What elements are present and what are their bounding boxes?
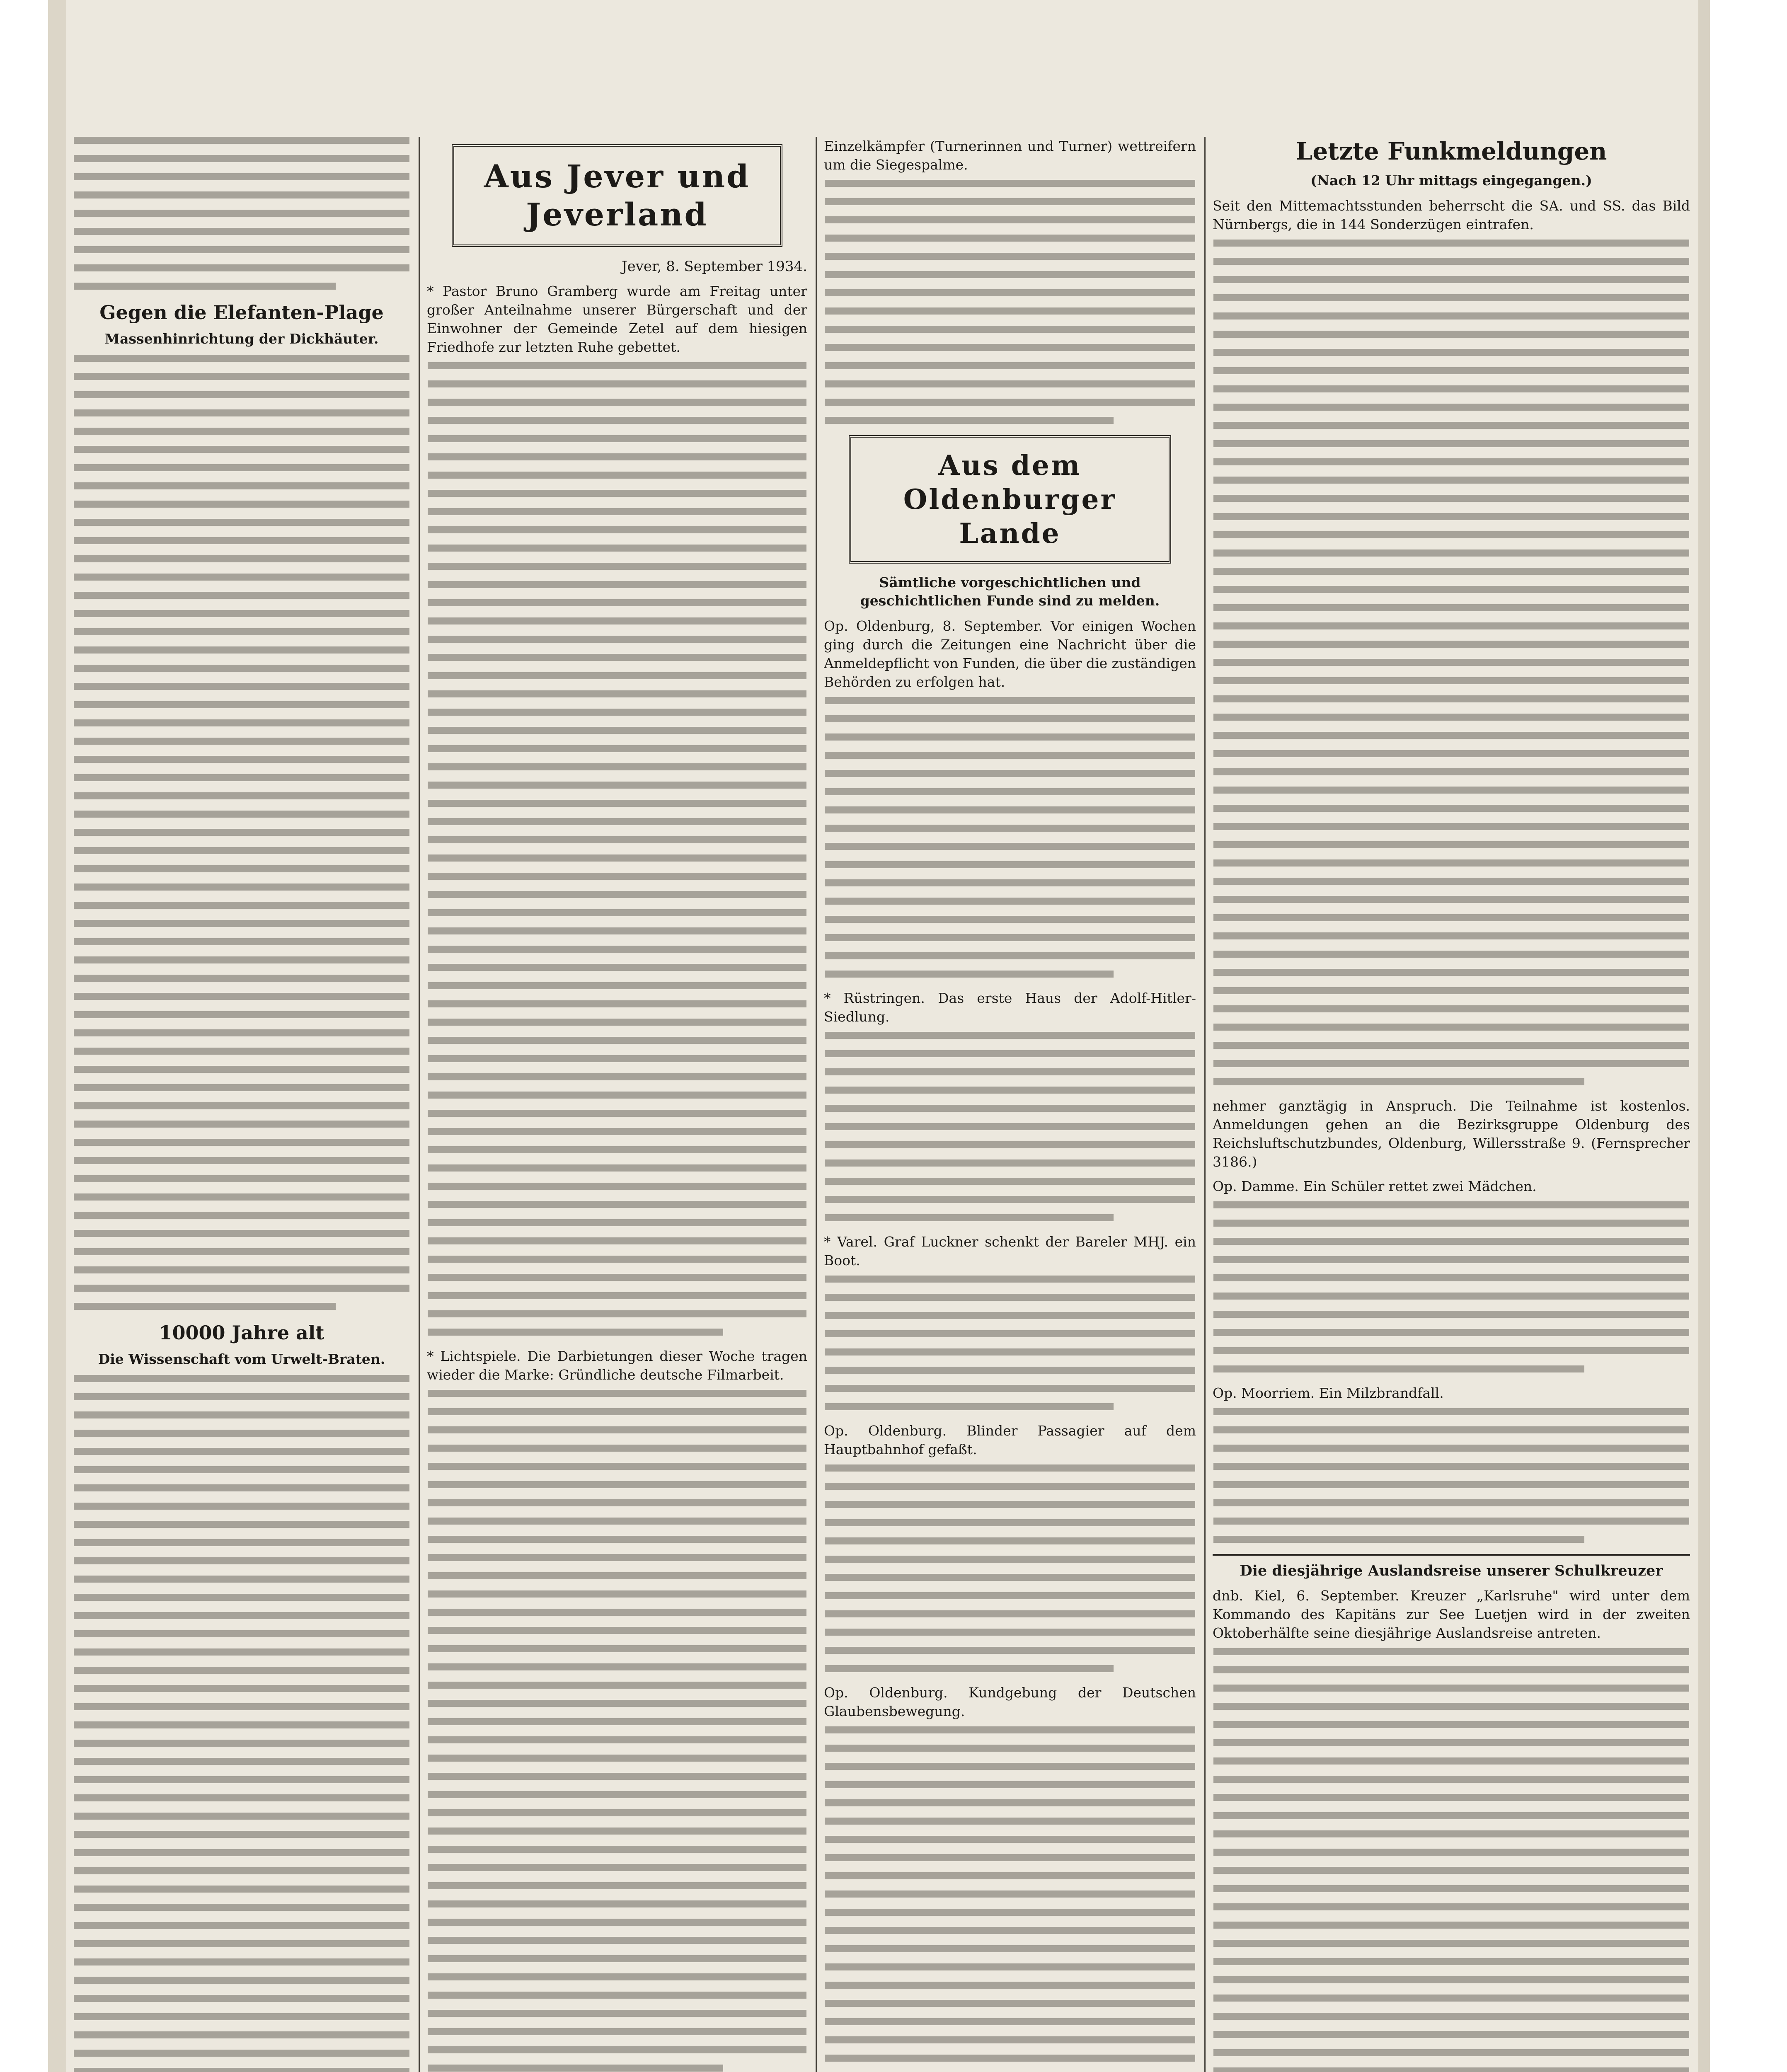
article-gramberg (427, 282, 807, 1336)
article-headline: Letzte Funkmeldungen (1295, 137, 1607, 165)
article-lead: Op. Oldenburg, 8. September. Vor einigen Wochen ging durch die Zeitungen eine Nachricht über die Anmeldepflicht von Funden, die über die zuständigen Behörden zu erfolgen hat. (824, 618, 1196, 690)
article-continuation: nehmer ganztägig in Anspruch. Die Teilnahme ist kostenlos. Anmeldungen gehen an die Bezirksgruppe Oldenburg des Reichsluftschutzbundes, Oldenburg, Willersstraße 9. (Fernsprecher 3186.) (1213, 1098, 1690, 1170)
text-placeholder-lines (1213, 1201, 1690, 1372)
text-placeholder-lines (1213, 240, 1690, 1085)
text-placeholder-lines (824, 697, 1196, 978)
text-placeholder-lines (427, 1390, 807, 2072)
article-continuation: Einzelkämpfer (Turnerinnen und Turner) wettreifern um die Siegespalme. (824, 138, 1196, 173)
text-placeholder-lines (73, 137, 410, 290)
article-headline: Gegen die Elefanten-Plage (99, 301, 384, 324)
text-placeholder-lines (73, 1375, 410, 2072)
article-lead: * Varel. Graf Luckner schenkt der Bareler MHJ. ein Boot. (824, 1234, 1196, 1268)
article-lead: * Pastor Bruno Gramberg wurde am Freitag unter großer Anteilnahme unserer Bürgerschaft und der Einwohner der Gemeinde Zetel auf dem hiesigen Friedhofe zur letzten Ruhe gebettet. (427, 283, 807, 355)
article-schulkreuzer (1213, 1554, 1690, 2072)
page-right-edge-shadow (1698, 0, 1710, 2072)
text-placeholder-lines (1213, 1408, 1690, 1543)
article-headline: Die diesjährige Auslandsreise unserer Schulkreuzer (1240, 1562, 1663, 1579)
text-placeholder-lines (824, 1032, 1196, 1221)
column-3 (824, 137, 1196, 2072)
article-elefanten (73, 301, 410, 1310)
dateline: Jever, 8. September 1934. (622, 258, 807, 275)
section-masthead-oldenburg: Aus dem Oldenburger Lande (849, 435, 1171, 564)
text-placeholder-lines (73, 355, 410, 1310)
article-varel (824, 1232, 1196, 1410)
column-rule-2 (816, 137, 817, 2072)
article-damme (1213, 1177, 1690, 1372)
article-lead: Op. Damme. Ein Schüler rettet zwei Mädchen. (1213, 1178, 1537, 1194)
article-ruestringen (824, 989, 1196, 1221)
article-10000-jahre (73, 1321, 410, 2072)
article-funkmeldungen (1213, 137, 1690, 1085)
article-headline: 10000 Jahre alt (159, 1322, 324, 1344)
article-funde (824, 574, 1196, 978)
text-placeholder-lines (824, 1726, 1196, 2072)
article-subheadline: Massenhinrichtung der Dickhäuter. (104, 331, 379, 347)
article-lead: Seit den Mittemachtsstunden beherrscht die SA. und SS. das Bild Nürnbergs, die in 144 Sonderzügen eintrafen. (1213, 198, 1690, 232)
section-masthead-jever: Aus Jever und Jeverland (452, 144, 782, 247)
article-headline: Sämtliche vorgeschichtlichen und geschichtlichen Funde sind zu melden. (860, 574, 1160, 609)
column-rule-3 (1204, 137, 1206, 2072)
column-4 (1213, 137, 1690, 2072)
article-glaubensbewegung (824, 1683, 1196, 2072)
article-lead: Op. Oldenburg. Kundgebung der Deutschen Glaubensbewegung. (824, 1685, 1196, 1719)
text-placeholder-lines (427, 362, 807, 1336)
article-lichtspiele (427, 1347, 807, 2072)
text-placeholder-lines (824, 1276, 1196, 1410)
column-2 (427, 137, 807, 2072)
article-lead: Op. Oldenburg. Blinder Passagier auf dem Hauptbahnhof gefaßt. (824, 1423, 1196, 1457)
article-lead: dnb. Kiel, 6. September. Kreuzer „Karlsruhe" wird unter dem Kommando des Kapitäns zur See Luetjen wird in der zweiten Oktoberhälfte seine diesjährige Auslandsreise antreten. (1213, 1588, 1690, 1641)
text-placeholder-lines (1213, 1648, 1690, 2072)
column-rule-1 (419, 137, 420, 2072)
page-left-edge-shadow (48, 0, 66, 2072)
column-1 (73, 137, 410, 2072)
text-placeholder-lines (824, 1464, 1196, 1672)
text-placeholder-lines (824, 180, 1196, 424)
article-blinder-passagier (824, 1421, 1196, 1672)
article-lead: * Lichtspiele. Die Darbietungen dieser Woche tragen wieder die Marke: Gründliche deutsche Filmarbeit. (427, 1348, 807, 1383)
article-subheadline: Die Wissenschaft vom Urwelt-Braten. (98, 1351, 385, 1367)
article-moorriem (1213, 1384, 1690, 1543)
article-subheadline: (Nach 12 Uhr mittags eingegangen.) (1310, 172, 1592, 189)
article-lead: * Rüstringen. Das erste Haus der Adolf-Hitler-Siedlung. (824, 990, 1196, 1025)
article-lead: Op. Moorriem. Ein Milzbrandfall. (1213, 1385, 1444, 1401)
